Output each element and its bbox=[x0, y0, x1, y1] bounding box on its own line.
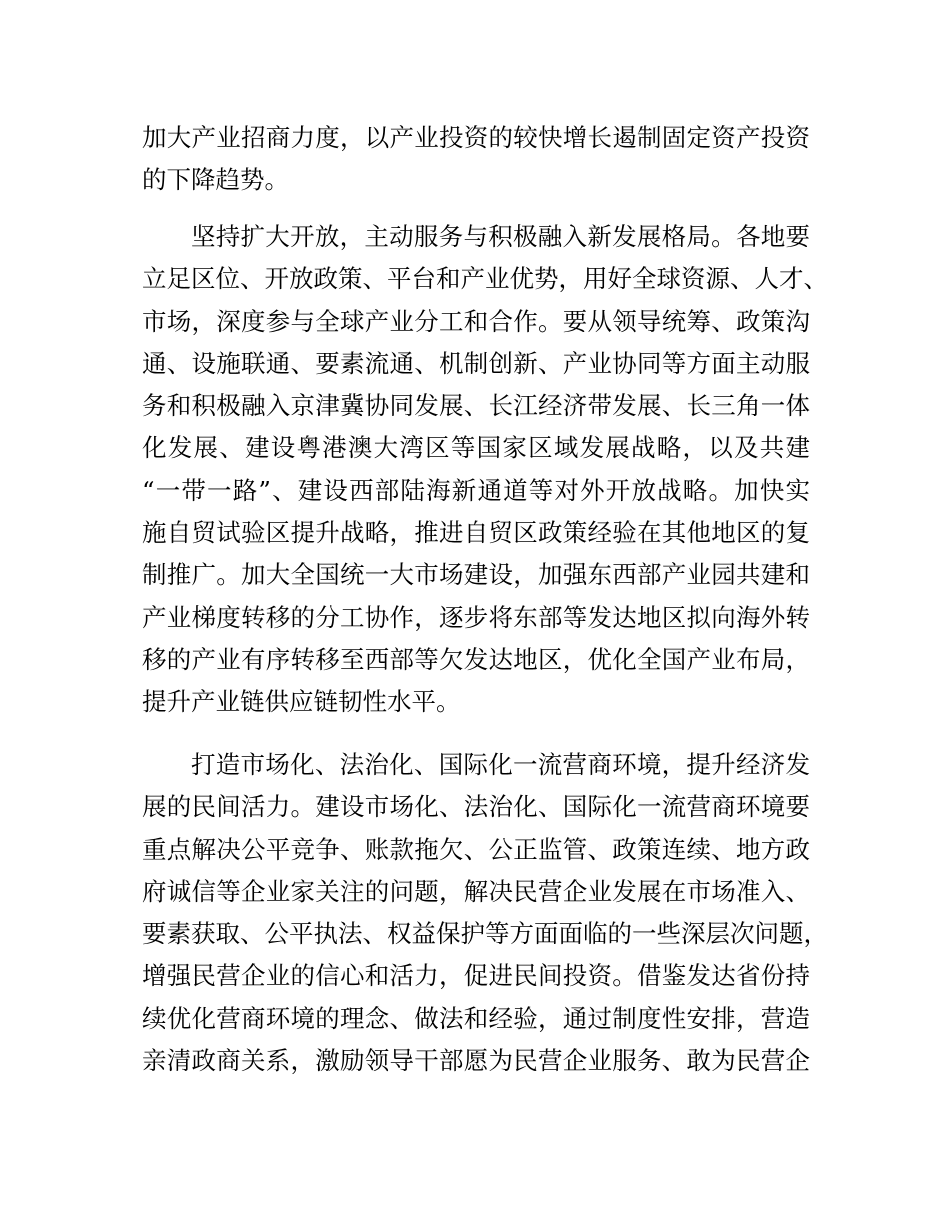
text-line: 要素获取、公平执法、权益保护等方面面临的一些深层次问题， bbox=[142, 919, 828, 949]
text-line: 通、设施联通、要素流通、机制创新、产业协同等方面主动服 bbox=[142, 348, 810, 378]
text-line: 产业梯度转移的分工协作，逐步将东部等发达地区拟向海外转 bbox=[142, 602, 810, 632]
text-line: 移的产业有序转移至西部等欠发达地区，优化全国产业布局， bbox=[142, 644, 810, 674]
text-line: 加大产业招商力度，以产业投资的较快增长遏制固定资产投资 bbox=[142, 123, 810, 152]
text-line: 坚持扩大开放，主动服务与积极融入新发展格局。各地要 bbox=[191, 222, 810, 251]
text-line: 增强民营企业的信心和活力，促进民间投资。借鉴发达省份持 bbox=[142, 961, 810, 991]
text-line: 提升产业链供应链韧性水平。 bbox=[142, 687, 461, 717]
text-line: 亲清政商关系，激励领导干部愿为民营企业服务、敢为民营企 bbox=[142, 1046, 810, 1076]
paragraph-investment bbox=[142, 117, 810, 202]
text-line: 市场，深度参与全球产业分工和合作。要从领导统筹、政策沟 bbox=[142, 306, 810, 336]
paragraph-opening-up bbox=[142, 216, 828, 724]
text-line: 重点解决公平竞争、账款拖欠、公正监管、政策连续、地方政 bbox=[142, 834, 810, 864]
text-line: 施自贸试验区提升战略，推进自贸区政策经验在其他地区的复 bbox=[142, 518, 810, 548]
text-line: 制推广。加大全国统一大市场建设，加强东西部产业园共建和 bbox=[142, 560, 810, 590]
text-line: 府诚信等企业家关注的问题，解决民营企业发展在市场准入、 bbox=[142, 876, 810, 906]
text-line: 展的民间活力。建设市场化、法治化、国际化一流营商环境要 bbox=[142, 792, 810, 822]
text-line: 化发展、建设粤港澳大湾区等国家区域发展战略，以及共建 bbox=[142, 433, 810, 463]
paragraph-business-environment bbox=[142, 744, 828, 1082]
text-line: 的下降趋势。 bbox=[142, 165, 289, 195]
text-line: 打造市场化、法治化、国际化一流营商环境，提升经济发 bbox=[191, 750, 810, 779]
text-line: 续优化营商环境的理念、做法和经验，通过制度性安排，营造 bbox=[142, 1003, 810, 1033]
text-line: 务和积极融入京津冀协同发展、长江经济带发展、长三角一体 bbox=[142, 391, 810, 421]
text-line: 立足区位、开放政策、平台和产业优势，用好全球资源、人才、 bbox=[142, 264, 828, 294]
text-line: “一带一路”、建设西部陆海新通道等对外开放战略。加快实 bbox=[142, 475, 810, 505]
